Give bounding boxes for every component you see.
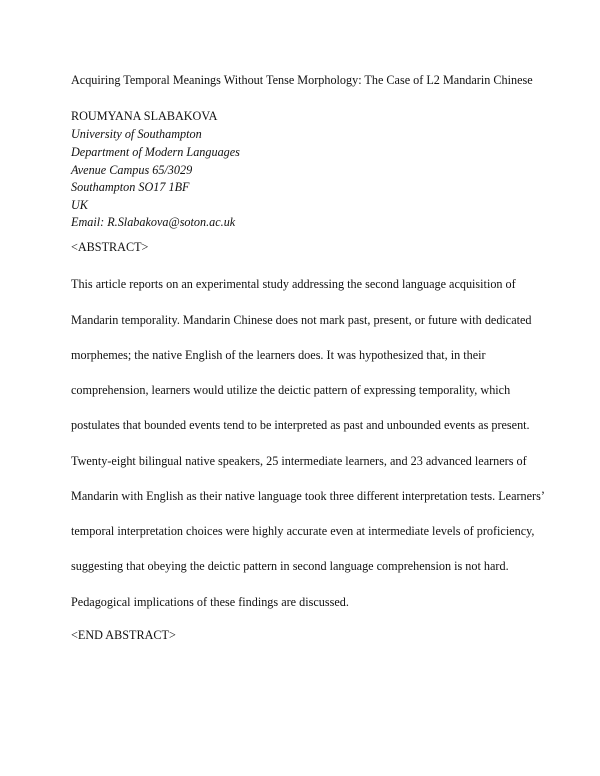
abstract-line: postulates that bounded events tend to be interpreted as past and unbounded events as present. (71, 418, 530, 432)
abstract-line: morphemes; the native English of the learners does. It was hypothesized that, in their (71, 348, 486, 362)
abstract-line: suggesting that obeying the deictic pattern in second language comprehension is not hard. (71, 559, 509, 573)
abstract-end-tag: <END ABSTRACT> (71, 628, 176, 642)
abstract-line: Mandarin with English as their native language took three different interpretation tests. Learners’ (71, 489, 545, 503)
author-name: ROUMYANA SLABAKOVA (71, 109, 218, 123)
abstract-line: Mandarin temporality. Mandarin Chinese does not mark past, present, or future with dedicated (71, 313, 532, 327)
abstract-line: Twenty-eight bilingual native speakers, 25 intermediate learners, and 23 advanced learners of (71, 454, 527, 468)
affiliation-department: Department of Modern Languages (71, 145, 240, 159)
affiliation-country: UK (71, 198, 88, 212)
affiliation-university: University of Southampton (71, 127, 202, 141)
paper-title: Acquiring Temporal Meanings Without Tense Morphology: The Case of L2 Mandarin Chinese (71, 73, 533, 87)
abstract-line: comprehension, learners would utilize the deictic pattern of expressing temporality, which (71, 383, 511, 397)
abstract-line: temporal interpretation choices were highly accurate even at intermediate levels of proficiency, (71, 524, 535, 538)
affiliation-address: Avenue Campus 65/3029 (71, 163, 193, 177)
abstract-start-tag: <ABSTRACT> (71, 240, 149, 254)
abstract-line: Pedagogical implications of these findings are discussed. (71, 595, 349, 609)
abstract-line: This article reports on an experimental study addressing the second language acquisition of (71, 277, 516, 291)
affiliation-city: Southampton SO17 1BF (71, 180, 190, 194)
affiliation-email: Email: R.Slabakova@soton.ac.uk (71, 215, 236, 229)
